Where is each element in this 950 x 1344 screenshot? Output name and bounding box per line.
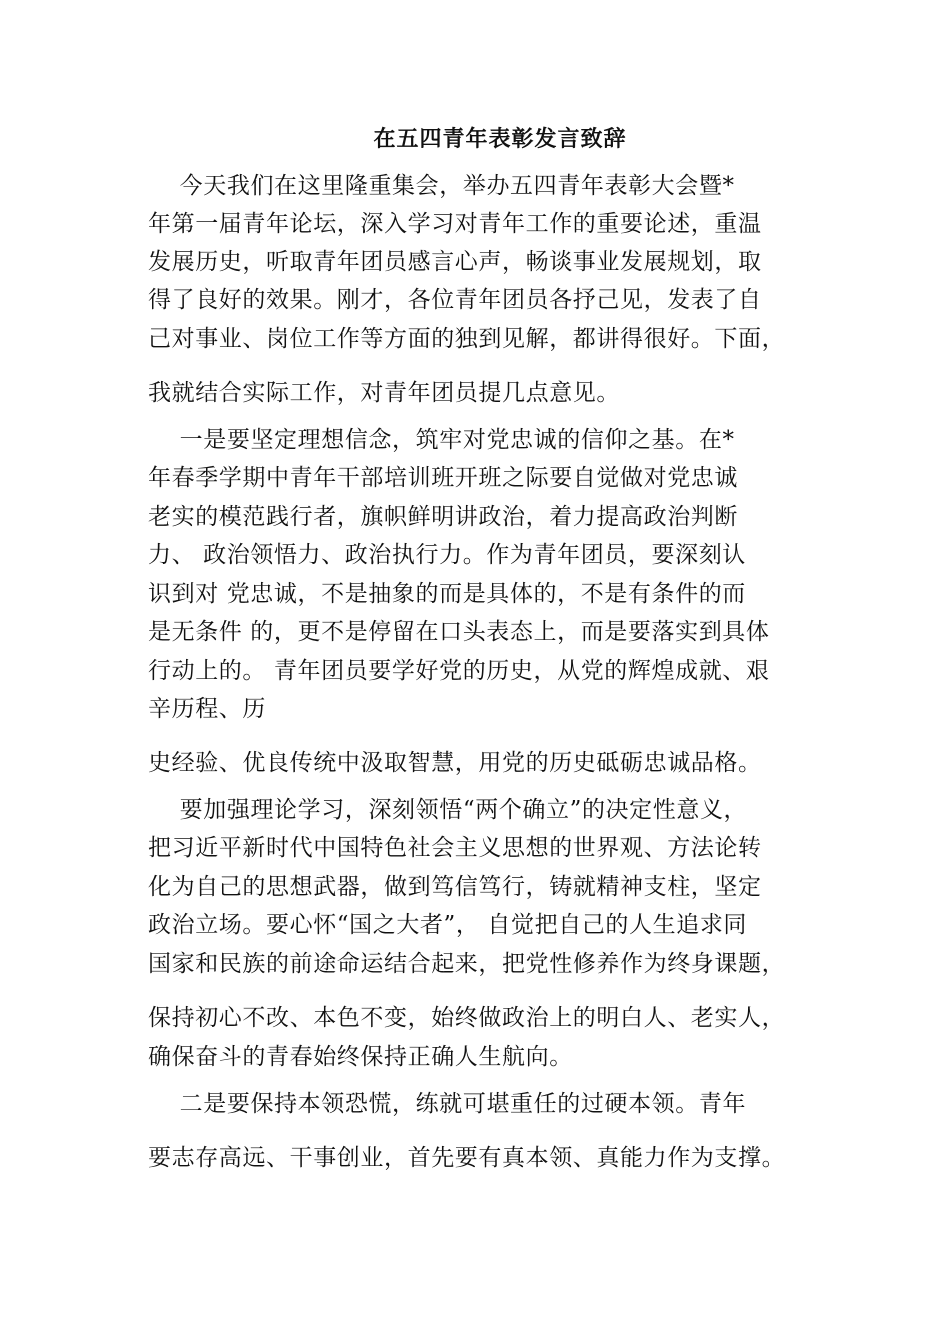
body-line: 年第一届青年论坛，深入学习对青年工作的重要论述，重温 bbox=[148, 211, 762, 237]
body-line: 国家和民族的前途命运结合起来，把党性修养作为终身课题， bbox=[148, 951, 786, 977]
body-line: 要加强理论学习，深刻领悟“两个确立”的决定性意义， bbox=[148, 797, 748, 823]
body-line: 今天我们在这里隆重集会，举办五四青年表彰大会暨* bbox=[148, 173, 735, 199]
body-line: 我就结合实际工作，对青年团员提几点意见。 bbox=[148, 380, 620, 406]
body-line: 年春季学期中青年干部培训班开班之际要自觉做对党忠诚 bbox=[148, 465, 738, 491]
body-line: 二是要保持本领恐慌，练就可堪重任的过硬本领。青年 bbox=[148, 1091, 747, 1117]
body-line: 把习近平新时代中国特色社会主义思想的世界观、方法论转 bbox=[148, 835, 762, 861]
body-line: 辛历程、历 bbox=[148, 696, 266, 722]
body-line: 发展历史，听取青年团员感言心声，畅谈事业发展规划，取 bbox=[148, 249, 762, 275]
body-line: 是无条件 的，更不是停留在口头表态上，而是要落实到具体 bbox=[148, 619, 770, 645]
body-line: 行动上的。 青年团员要学好党的历史，从党的辉煌成就、艰 bbox=[148, 658, 770, 684]
body-line: 确保奋斗的青春始终保持正确人生航向。 bbox=[148, 1044, 573, 1070]
body-line: 史经验、优良传统中汲取智慧，用党的历史砥砺忠诚品格。 bbox=[148, 750, 762, 776]
body-line: 得了良好的效果。刚才，各位青年团员各抒己见，发表了自 bbox=[148, 287, 762, 313]
body-line: 化为自己的思想武器，做到笃信笃行，铸就精神支柱，坚定 bbox=[148, 874, 762, 900]
body-line: 一是要坚定理想信念，筑牢对党忠诚的信仰之基。在* bbox=[148, 427, 735, 453]
body-line: 识到对 党忠诚，不是抽象的而是具体的，不是有条件的而 bbox=[148, 581, 746, 607]
body-line: 保持初心不改、本色不变，始终做政治上的明白人、老实人， bbox=[148, 1005, 786, 1031]
document-title: 在五四青年表彰发言致辞 bbox=[373, 126, 627, 152]
body-line: 老实的模范践行者，旗帜鲜明讲政治，着力提高政治判断 bbox=[148, 504, 738, 530]
body-line: 己对事业、岗位工作等方面的独到见解，都讲得很好。下面， bbox=[148, 326, 786, 352]
body-line: 力、 政治领悟力、政治执行力。作为青年团员，要深刻认 bbox=[148, 542, 746, 568]
body-line: 要志存高远、干事创业，首先要有真本领、真能力作为支撑。 bbox=[148, 1145, 786, 1171]
body-line: 政治立场。要心怀“国之大者”， 自觉把自己的人生追求同 bbox=[148, 912, 748, 938]
